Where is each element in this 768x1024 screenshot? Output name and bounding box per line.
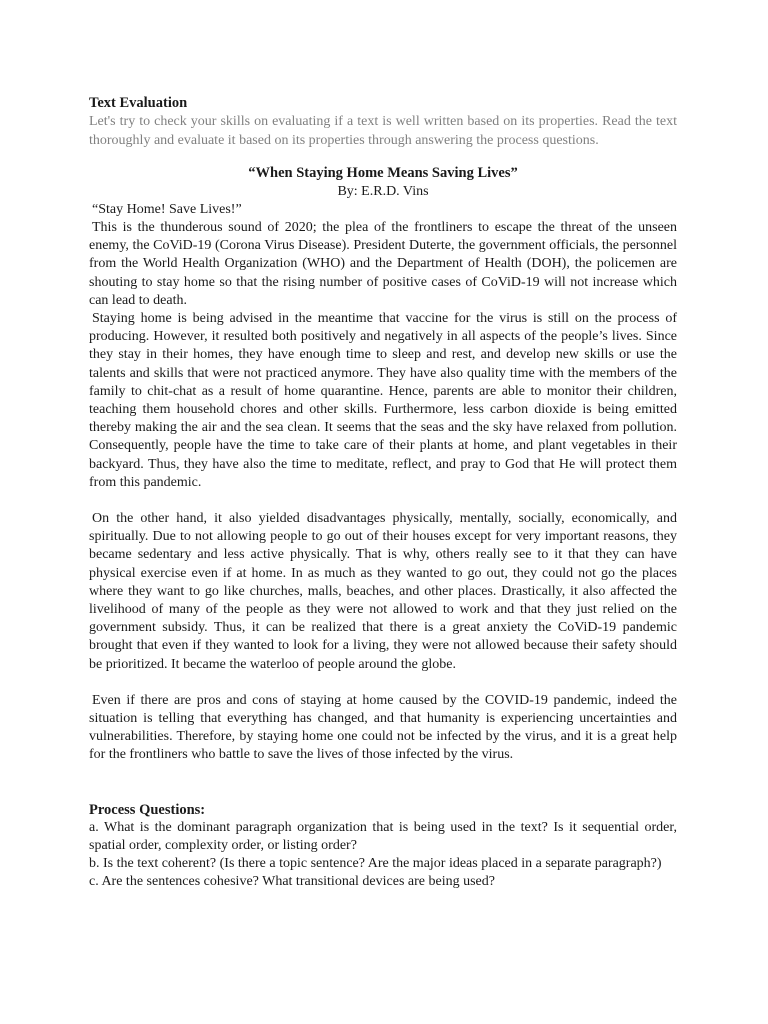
section-title: Text Evaluation: [89, 95, 188, 111]
essay-paragraph-3: On the other hand, it also yielded disadvantages physically, mentally, socially, economically, and spiritually. Due to not allowing people to go out of their houses except for very important reasons, they became sedentary and less active physically. That is why, others really see to it that they can have physical exercise even if at home. In as much as they wanted to go out, they could not go the places where they want to go like churches, malls, beaches, and other places. Drastically, it also affected the livelihood of many of the people as they were not allowed to work and that they just relied on the government subsidy. Thus, it can be realized that there is a great anxiety the CoViD-19 pandemic brought that even if they wanted to look for a living, they were not allowed because their safety should be prioritized. It became the waterloo of people around the globe.: [89, 511, 677, 672]
essay-byline: By: E.R.D. Vins: [337, 184, 429, 199]
essay-paragraph-1: This is the thunderous sound of 2020; the plea of the frontliners to escape the threat of the unseen enemy, the CoViD-19 (Corona Virus Disease). President Duterte, the government officials, the personnel from the World Health Organization (WHO) and the Department of Health (DOH), the policemen are shouting to stay home so that the rising number of positive cases of CoViD-19 will not increase which can lead to death.: [89, 220, 677, 308]
essay-slogan: “Stay Home! Save Lives!”: [92, 202, 242, 217]
process-question-b: b. Is the text coherent? (Is there a topic sentence? Are the major ideas placed in a separate paragraph?): [89, 856, 662, 872]
document-page: [89, 94, 677, 892]
process-question-c: c. Are the sentences cohesive? What transitional devices are being used?: [89, 874, 495, 890]
essay-title: “When Staying Home Means Saving Lives”: [248, 165, 518, 181]
intro-instructions: Let's try to check your skills on evaluating if a text is well written based on its properties. Read the text thoroughly and evaluate it based on its properties through answering the process questions.: [89, 114, 677, 148]
essay-paragraph-2: Staying home is being advised in the meantime that vaccine for the virus is still on the process of producing. However, it resulted both positively and negatively in all aspects of the people’s lives. Since they stay in their homes, they have enough time to sleep and rest, and develop new skills or use the talents and skills that were not practiced anymore. They have also quality time with the members of the family to chit-chat as a result of home quarantine. Hence, parents are able to monitor their children, teaching them household chores and other skills. Furthermore, less carbon dioxide is being emitted thereby making the air and the sea clean. It seems that the seas and the sky have relaxed from pollution. Consequently, people have the time to take care of their plants at home, and plant vegetables in their backyard. Thus, they have also the time to meditate, reflect, and pray to God that He will protect them from this pandemic.: [89, 311, 677, 490]
process-questions-title: Process Questions:: [89, 801, 206, 818]
process-question-a: a. What is the dominant paragraph organization that is being used in the text? Is it sequential order, spatial order, complexity order, or listing order?: [89, 819, 677, 853]
essay-paragraph-4: Even if there are pros and cons of staying at home caused by the COVID-19 pandemic, indeed the situation is telling that everything has changed, and that humanity is experiencing uncertainties and vulnerabilities. Therefore, by staying home one could not be infected by the virus, and it is a great help for the frontliners who battle to save the lives of those infected by the virus.: [89, 692, 677, 763]
